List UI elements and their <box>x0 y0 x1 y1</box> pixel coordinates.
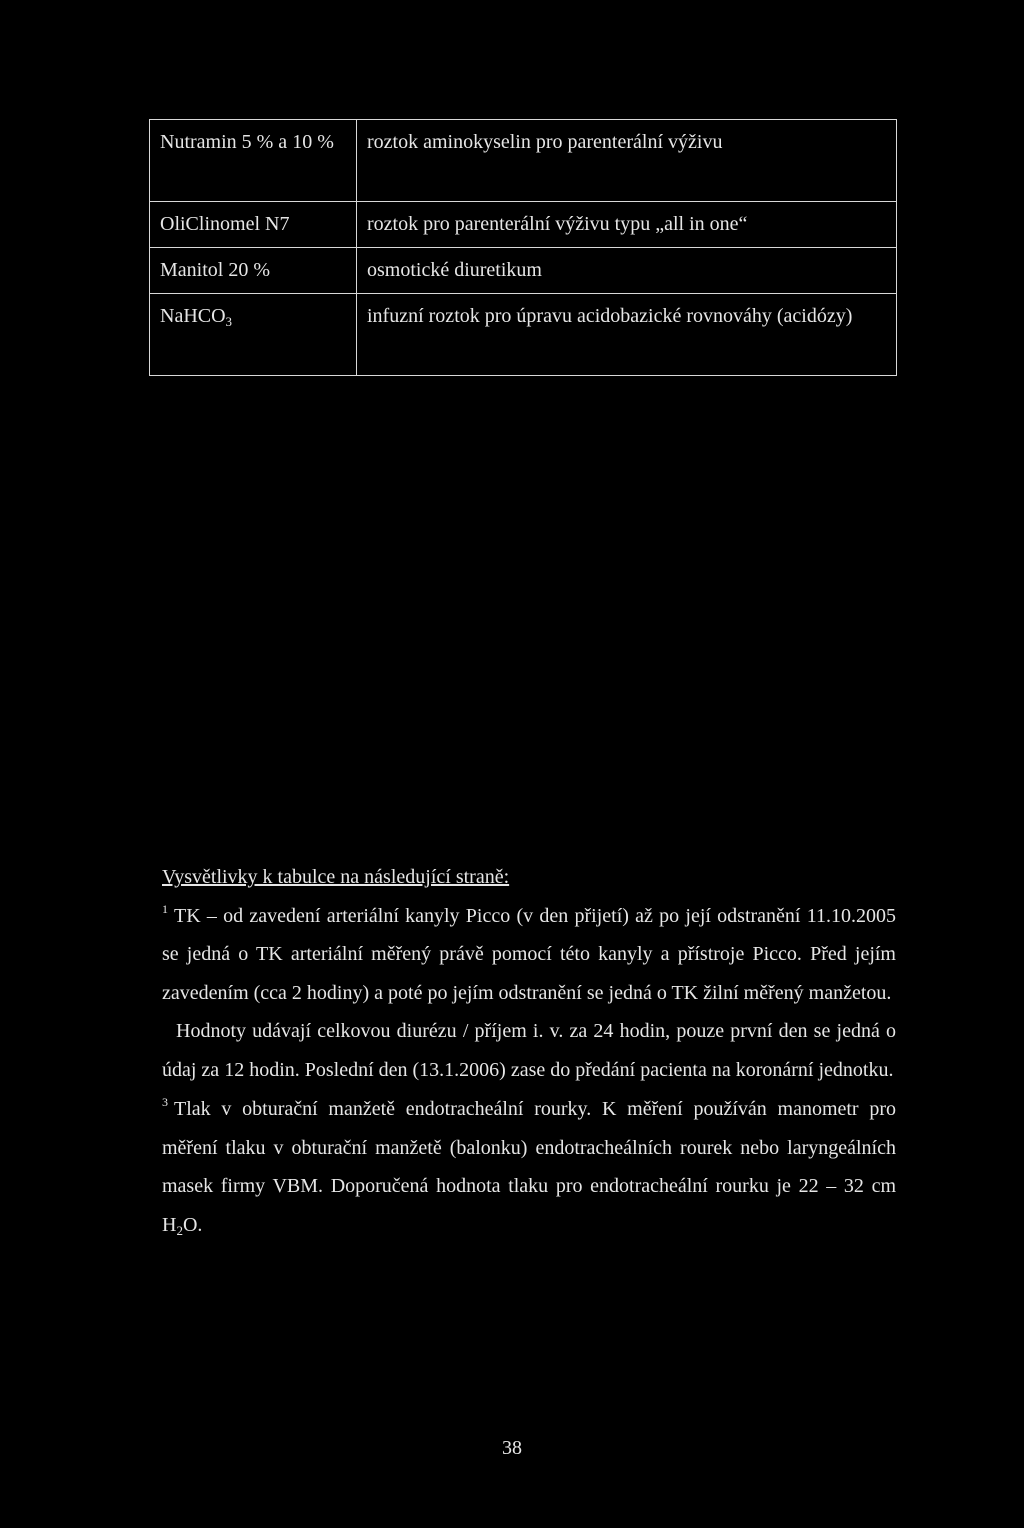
notes-section <box>162 858 896 1244</box>
drug-description-cell: roztok pro parenterální výživu typu „all in one“ <box>357 202 897 248</box>
table-row <box>150 120 897 202</box>
note-3-text: Tlak v obturační manžetě endotracheální rourky. K měření používán manometr pro měření tlaku v obturační manžetě (balonku) endotracheálních rourek nebo laryngeálních masek firmy VBM. Doporučená hodnota tlaku pro endotracheální rourku je 22 – 32 cm H <box>162 1098 896 1236</box>
drug-name-subscript: 3 <box>225 314 233 329</box>
note-2-text: Hodnoty udávají celkovou diurézu / příjem i. v. za 24 hodin, pouze první den se jedná o údaj za 12 hodin. Poslední den (13.1.2006) zase do předání pacienta na koronární jednotku. <box>162 1020 896 1081</box>
note-1 <box>162 897 896 1013</box>
drug-description-cell: roztok aminokyselin pro parenterální výživu <box>357 120 897 202</box>
note-1-marker: 1 <box>162 901 168 916</box>
note-3-subscript: 2 <box>176 1222 183 1238</box>
page-number: 38 <box>502 1437 522 1459</box>
table-row <box>150 248 897 294</box>
table-row <box>150 202 897 248</box>
drug-name-main: NaHCO <box>160 305 226 327</box>
note-1-text: TK – od zavedení arteriální kanyly Picco (v den přijetí) až po její odstranění 11.10.2005 se jedná o TK arteriální měřený právě pomocí této kanyly a přístroje Picco. Před jejím zavedením (cca 2 hodiny) a poté po jejím odstranění se jedná o TK žilní měřený manžetou. <box>162 904 896 1004</box>
drug-name-cell: OliClinomel N7 <box>150 202 357 248</box>
table-row <box>150 294 897 376</box>
note-3-end: O. <box>182 1213 203 1236</box>
drug-description-cell: osmotické diuretikum <box>357 248 897 294</box>
drug-name-cell: Nutramin 5 % a 10 % <box>150 120 357 202</box>
note-2 <box>162 1012 896 1089</box>
drug-table <box>149 119 897 376</box>
note-3-marker: 3 <box>162 1095 168 1109</box>
drug-description-cell: infuzní roztok pro úpravu acidobazické rovnováhy (acidózy) <box>357 294 897 376</box>
drug-name-cell <box>150 294 357 376</box>
drug-name-cell: Manitol 20 % <box>150 248 357 294</box>
notes-heading: Vysvětlivky k tabulce na následující straně: <box>162 866 510 888</box>
note-3 <box>162 1090 896 1244</box>
